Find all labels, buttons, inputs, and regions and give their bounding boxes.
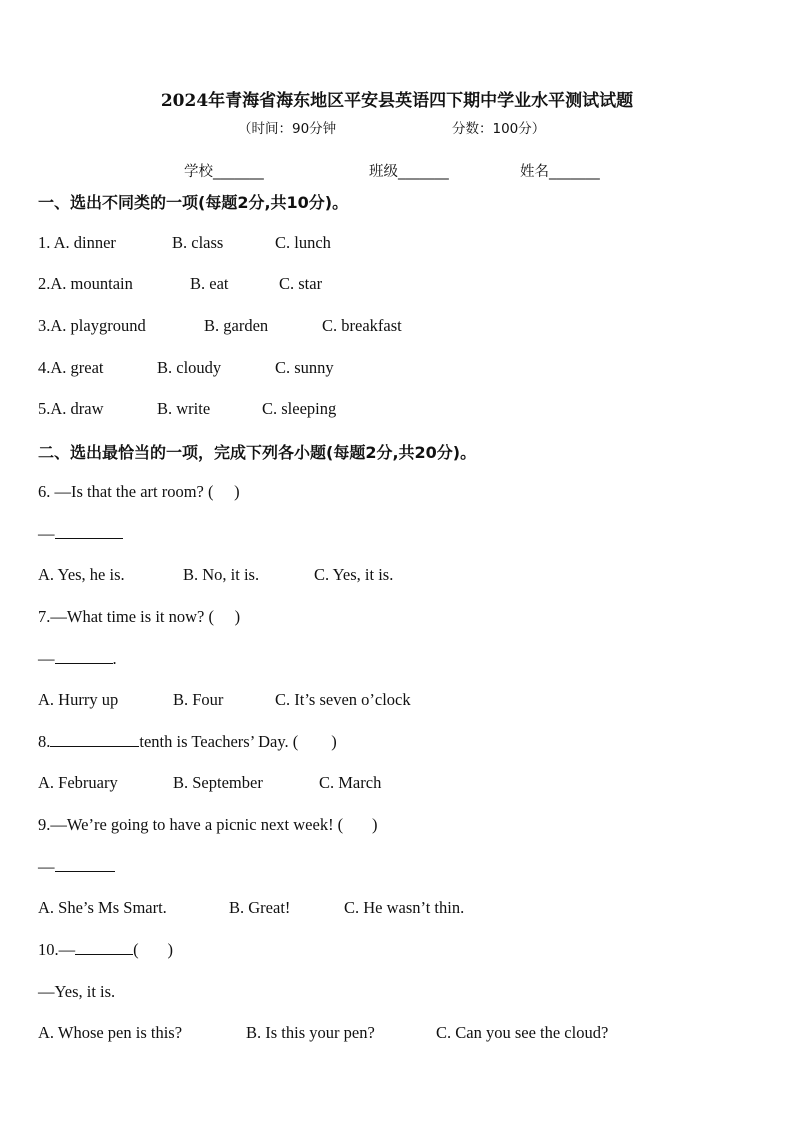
q8-option-a: A. February	[38, 773, 118, 792]
section-2-heading: 二、选出最恰当的一项，完成下列各小题(每题2分,共20分)。	[38, 443, 477, 462]
q4-option-a: 4.A. great	[38, 358, 104, 377]
q10-option-b: B. Is this your pen?	[246, 1023, 375, 1042]
name-field[interactable]: 姓名_______	[520, 164, 600, 180]
q3-option-b: B. garden	[204, 316, 269, 335]
q10-option-a: A. Whose pen is this?	[38, 1023, 183, 1042]
answer-blank[interactable]	[55, 857, 115, 872]
q9-stem: 9.—We’re going to have a picnic next week! ( )	[38, 815, 378, 834]
q7-option-b: B. Four	[173, 690, 224, 709]
q5-option-c: C. sleeping	[262, 399, 337, 418]
q2-option-a: 2.A. mountain	[38, 274, 133, 293]
q10-reply: —Yes, it is.	[38, 982, 116, 1001]
q6-stem: 6. —Is that the art room? ( )	[38, 482, 240, 501]
q9-option-b: B. Great!	[229, 898, 291, 917]
q10-paren: ( )	[133, 940, 173, 959]
page-title: 2024年青海省海东地区平安县英语四下期中学业水平测试试题	[160, 91, 634, 111]
q6-option-c: C. Yes, it is.	[314, 565, 394, 584]
q9-option-c: C. He wasn’t thin.	[344, 898, 465, 917]
section-1-heading: 一、选出不同类的一项(每题2分,共10分)。	[38, 193, 349, 212]
answer-blank[interactable]	[55, 649, 113, 664]
q2-option-b: B. eat	[190, 274, 229, 293]
q5-option-b: B. write	[157, 399, 211, 418]
period: .	[112, 649, 117, 668]
q10-option-c: C. Can you see the cloud?	[436, 1023, 609, 1042]
q7-option-c: C. It’s seven o’clock	[275, 690, 411, 709]
q9-option-a: A. She’s Ms Smart.	[38, 898, 167, 917]
q8-number: 8.	[38, 732, 51, 751]
q5-option-a: 5.A. draw	[38, 399, 104, 418]
q7-stem: 7.—What time is it now? ( )	[38, 607, 241, 626]
q2-option-c: C. star	[279, 274, 323, 293]
q8-stem	[38, 732, 337, 752]
q1-option-a: 1. A. dinner	[38, 233, 116, 252]
exam-score: 分数：100分）	[452, 121, 546, 137]
q8-option-b: B. September	[173, 773, 263, 792]
dash: —	[38, 524, 55, 543]
q4-option-c: C. sunny	[275, 358, 334, 377]
q3-option-c: C. breakfast	[322, 316, 402, 335]
dash: —	[38, 857, 55, 876]
q1-option-b: B. class	[172, 233, 224, 252]
q7-option-a: A. Hurry up	[38, 690, 119, 709]
q10-stem	[38, 940, 173, 960]
class-field[interactable]: 班级_______	[369, 164, 449, 180]
q6-option-b: B. No, it is.	[183, 565, 260, 584]
answer-blank[interactable]	[55, 524, 123, 539]
answer-blank[interactable]	[75, 940, 133, 955]
q10-number: 10.—	[38, 940, 76, 959]
exam-time: （时间：90分钟	[238, 121, 337, 137]
q3-option-a: 3.A. playground	[38, 316, 146, 335]
q7-answer-line	[38, 649, 117, 669]
answer-blank[interactable]	[50, 732, 139, 747]
dash: —	[38, 649, 55, 668]
q8-option-c: C. March	[319, 773, 382, 792]
q6-answer-line	[38, 524, 123, 544]
q9-answer-line	[38, 857, 115, 877]
q6-option-a: A. Yes, he is.	[38, 565, 125, 584]
school-field[interactable]: 学校_______	[184, 164, 264, 180]
q8-stem-text: tenth is Teachers’ Day. ( )	[139, 732, 337, 751]
q1-option-c: C. lunch	[275, 233, 331, 252]
q4-option-b: B. cloudy	[157, 358, 222, 377]
